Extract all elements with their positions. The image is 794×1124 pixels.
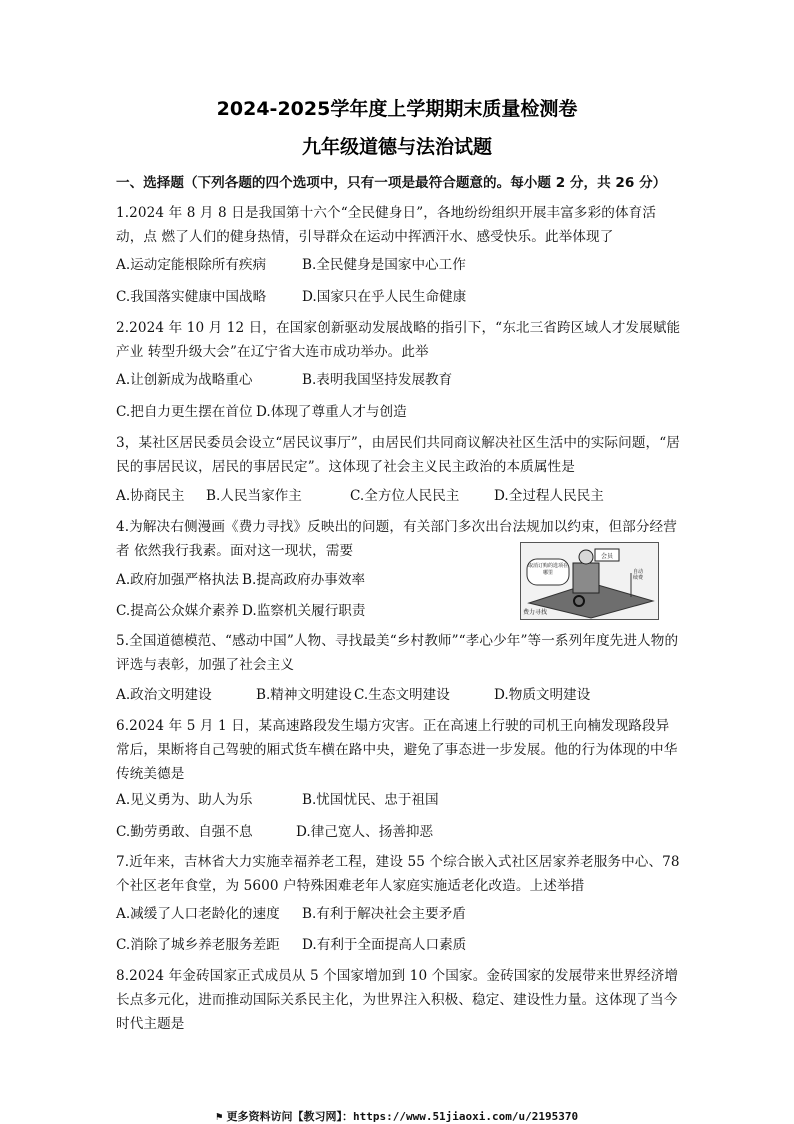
option-d: D.体现了尊重人才与创造: [256, 404, 407, 420]
option-d: D.律己宽人、扬善抑恶: [296, 824, 434, 840]
option-a: A.政治文明建设: [116, 687, 212, 703]
option-a: A.协商民主: [116, 488, 185, 504]
footer-text: 更多资料访问【教习网】：https://www.51jiaoxi.com/u/2195370: [226, 1110, 579, 1123]
option-c: C.消除了城乡养老服务差距: [116, 937, 280, 953]
option-c: C.把自力更生摆在首位: [116, 404, 253, 420]
option-b: B.精神文明建设: [256, 687, 352, 703]
section-heading: 一、选择题（下列各题的四个选项中，只有一项是最符合题意的。每小题 2 分，共 26 分）: [116, 175, 667, 191]
question-stem: 6.2024 年 5 月 1 日，某高速路段发生塌方灾害。正在高速上行驶的司机王向楠发现路段异常后，果断将自己驾驶的厢式货车横在路中央，避免了事态进一步发展。他的行为体现的中华传统美德是: [116, 718, 678, 782]
comic-caption: 费力寻找: [523, 609, 548, 616]
option-b: B.提高政府办事效率: [242, 572, 366, 588]
question-stem: 8.2024 年金砖国家正式成员从 5 个国家增加到 10 个国家。金砖国家的发展带来世界经济增长点多元化，进而推动国际关系民主化，为世界注入积极、稳定、建设性力量。这体现了当今时代主题是: [116, 968, 679, 1032]
option-d: D.全过程人民民主: [494, 488, 604, 504]
option-d: D.有利于全面提高人口素质: [302, 937, 467, 953]
option-d: D.监察机关履行职责: [242, 603, 366, 619]
option-c: C.生态文明建设: [354, 687, 450, 703]
question-stem: 5.全国道德模范、“感动中国”人物、寻找最美“乡村教师”“孝心少年”等一系列年度先进人物的 评选与表彰，加强了社会主义: [116, 633, 679, 673]
exam-title: 2024-2025学年度上学期期末质量检测卷: [216, 98, 578, 120]
option-a: A.减缓了人口老龄化的速度: [116, 906, 280, 922]
option-d: D.国家只在乎人民生命健康: [302, 289, 467, 305]
flag-icon: ⚑: [215, 1110, 223, 1123]
option-b: B.表明我国坚持发展教育: [302, 372, 453, 388]
exam-subtitle: 九年级道德与法治试题: [301, 136, 492, 158]
option-b: B.全民健身是国家中心工作: [302, 257, 466, 273]
option-c: C.提高公众媒介素养: [116, 603, 239, 619]
option-b: B.人民当家作主: [206, 488, 302, 504]
question-stem: 1.2024 年 8 月 8 日是我国第十六个“全民健身日”，各地纷纷组织开展丰富多彩的体育活动，点 燃了人们的健身热情，引导群众在运动中挥洒汗水、感受快乐。此举体现了: [116, 205, 657, 245]
option-a: A.让创新成为战略重心: [116, 372, 253, 388]
option-a: A.运动定能根除所有疾病: [116, 257, 267, 273]
option-c: C.勤劳勇敢、自强不息: [116, 824, 253, 840]
option-b: B.有利于解决社会主要矛盾: [302, 906, 466, 922]
question-stem: 7.近年来，吉林省大力实施幸福养老工程，建设 55 个综合嵌入式社区居家养老服务中心、78 个社区老年食堂，为 5600 户特殊困难老年人家庭实施适老化改造。上述举措: [116, 854, 680, 894]
question-stem: 4.为解决右侧漫画《费力寻找》反映出的问题，有关部门多次出台法规加以约束，但部分经营者 依然我行我素。面对这一现状，需要: [116, 519, 677, 559]
option-c: C.全方位人民民主: [350, 488, 460, 504]
question-stem: 2.2024 年 10 月 12 日，在国家创新驱动发展战略的指引下，“东北三省跨区域人才发展赋能产业 转型升级大会”在辽宁省大连市成功举办。此举: [116, 320, 681, 360]
sign-text: 会员: [600, 553, 613, 560]
option-a: A.政府加强严格执法: [116, 572, 239, 588]
option-a: A.见义勇为、助人为乐: [116, 792, 253, 808]
question-stem: 3，某社区居民委员会设立“居民议事厅”，由居民们共同商议解决社区生活中的实际问题，“居民的事居民议，居民的事居民定”。这体现了社会主义民主政治的本质属性是: [116, 435, 680, 475]
comic-illustration: [520, 542, 659, 620]
footer-link[interactable]: [0, 1108, 794, 1124]
side-text: 自动续费: [633, 569, 644, 581]
option-d: D.物质文明建设: [494, 687, 591, 703]
option-b: B.忧国忧民、忠于祖国: [302, 792, 439, 808]
speech-bubble: 取消订购的选项在哪里: [528, 563, 569, 576]
option-c: C.我国落实健康中国战略: [116, 289, 267, 305]
